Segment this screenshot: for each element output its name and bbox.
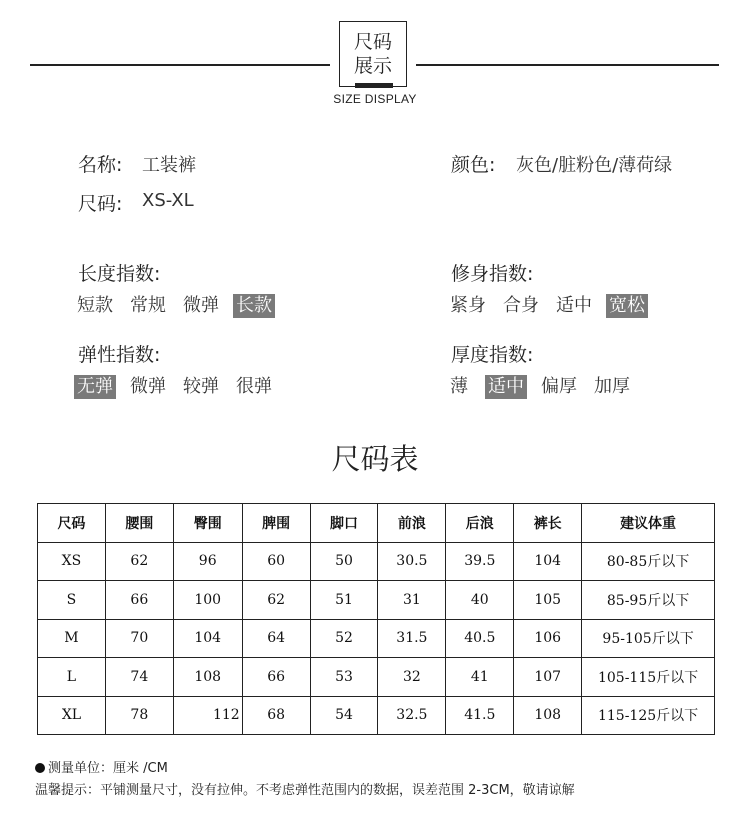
elasticity-option-high: 很弹 xyxy=(236,376,272,397)
product-color-value: 灰色/脏粉色/薄荷绿 xyxy=(516,155,673,176)
table-cell: 52 xyxy=(310,619,378,658)
header-waist: 腰围 xyxy=(105,504,173,543)
table-cell: 105-115斤以下 xyxy=(582,658,715,697)
badge-underline xyxy=(355,83,393,88)
measurement-unit-note xyxy=(35,757,168,776)
table-cell: 66 xyxy=(242,658,310,697)
elasticity-option-moderate: 较弹 xyxy=(183,376,219,397)
thickness-option-thick: 加厚 xyxy=(594,376,630,397)
thickness-option-thickish: 偏厚 xyxy=(541,376,577,397)
table-cell: S xyxy=(38,581,106,620)
thickness-index-options xyxy=(447,375,644,399)
table-cell: 32.5 xyxy=(378,696,446,735)
table-cell: 30.5 xyxy=(378,542,446,581)
table-cell: 100 xyxy=(173,581,242,620)
table-cell: 105 xyxy=(514,581,582,620)
table-cell: 40.5 xyxy=(446,619,514,658)
table-cell: M xyxy=(38,619,106,658)
header-weight: 建议体重 xyxy=(582,504,715,543)
table-cell: 60 xyxy=(242,542,310,581)
product-color-label: 颜色: xyxy=(451,154,496,176)
header-hip: 臀围 xyxy=(173,504,242,543)
length-option-long: 长款 xyxy=(233,294,275,318)
table-cell: 31.5 xyxy=(378,619,446,658)
header-line-left xyxy=(30,64,330,66)
section-subtitle: SIZE DISPLAY xyxy=(333,92,417,106)
header-front-rise: 前浪 xyxy=(378,504,446,543)
table-cell: 66 xyxy=(105,581,173,620)
table-cell: 51 xyxy=(310,581,378,620)
thickness-option-moderate: 适中 xyxy=(485,375,527,399)
table-row xyxy=(38,542,715,581)
table-cell: 39.5 xyxy=(446,542,514,581)
size-table-title: 尺码表 xyxy=(331,442,419,476)
table-cell: 68 xyxy=(242,696,310,735)
product-size-value: XS-XL xyxy=(142,190,194,211)
header-thigh: 脾围 xyxy=(242,504,310,543)
table-cell: 107 xyxy=(514,658,582,697)
table-cell: 78 xyxy=(105,696,173,735)
table-cell: 32 xyxy=(378,658,446,697)
table-cell: 95-105斤以下 xyxy=(582,619,715,658)
table-row xyxy=(38,658,715,697)
fit-index-options xyxy=(447,294,659,318)
table-cell: 85-95斤以下 xyxy=(582,581,715,620)
table-cell: 96 xyxy=(173,542,242,581)
length-index-options xyxy=(74,294,286,318)
product-size-label: 尺码: xyxy=(78,193,123,215)
table-header-row xyxy=(38,504,715,543)
header-leg-opening: 脚口 xyxy=(310,504,378,543)
measurement-tip-note: 温馨提示：平铺测量尺寸，没有拉伸。不考虑弹性范围内的数据，误差范围 2-3CM，敬请谅解 xyxy=(35,783,575,798)
fit-option-tight: 紧身 xyxy=(450,295,486,316)
table-cell: 41 xyxy=(446,658,514,697)
thickness-index-label: 厚度指数: xyxy=(451,344,534,366)
badge-line-1: 尺码 xyxy=(353,31,392,53)
badge-line-2: 展示 xyxy=(353,55,392,77)
size-display-badge xyxy=(339,21,407,87)
table-cell: 62 xyxy=(105,542,173,581)
length-index-label: 长度指数: xyxy=(78,263,161,285)
elasticity-index-label: 弹性指数: xyxy=(78,344,161,366)
table-cell: 64 xyxy=(242,619,310,658)
header-back-rise: 后浪 xyxy=(446,504,514,543)
table-row xyxy=(38,619,715,658)
table-cell: 40 xyxy=(446,581,514,620)
table-cell: 106 xyxy=(514,619,582,658)
table-row xyxy=(38,581,715,620)
header-size: 尺码 xyxy=(38,504,106,543)
table-cell: 70 xyxy=(105,619,173,658)
table-cell: XS xyxy=(38,542,106,581)
table-row xyxy=(38,696,715,735)
fit-index-label: 修身指数: xyxy=(451,263,534,285)
length-option-regular: 常规 xyxy=(130,295,166,316)
elasticity-option-none: 无弹 xyxy=(74,375,116,399)
size-table xyxy=(37,503,715,735)
table-cell: 108 xyxy=(173,658,242,697)
table-cell: 80-85斤以下 xyxy=(582,542,715,581)
table-cell: 53 xyxy=(310,658,378,697)
measurement-unit-text: 测量单位：厘米 /CM xyxy=(48,761,168,776)
table-cell: 41.5 xyxy=(446,696,514,735)
table-cell: 108 xyxy=(514,696,582,735)
table-cell: 104 xyxy=(514,542,582,581)
bullet-icon xyxy=(35,763,45,773)
thickness-option-thin: 薄 xyxy=(450,376,468,397)
fit-option-fitted: 合身 xyxy=(503,295,539,316)
fit-option-loose: 宽松 xyxy=(606,294,648,318)
fit-option-moderate: 适中 xyxy=(556,295,592,316)
length-option-slight: 微弹 xyxy=(183,295,219,316)
header-length: 裤长 xyxy=(514,504,582,543)
table-cell: 50 xyxy=(310,542,378,581)
elasticity-option-slight: 微弹 xyxy=(130,376,166,397)
header-line-right xyxy=(416,64,719,66)
table-cell: 62 xyxy=(242,581,310,620)
elasticity-index-options xyxy=(74,375,286,399)
table-cell: XL xyxy=(38,696,106,735)
table-cell: 115-125斤以下 xyxy=(582,696,715,735)
table-cell: 112 xyxy=(173,696,242,735)
table-cell: 54 xyxy=(310,696,378,735)
length-option-short: 短款 xyxy=(77,295,113,316)
table-cell: 74 xyxy=(105,658,173,697)
table-cell: 104 xyxy=(173,619,242,658)
table-cell: L xyxy=(38,658,106,697)
product-name-label: 名称: xyxy=(78,154,123,176)
table-cell: 31 xyxy=(378,581,446,620)
product-name-value: 工装裤 xyxy=(142,155,196,176)
